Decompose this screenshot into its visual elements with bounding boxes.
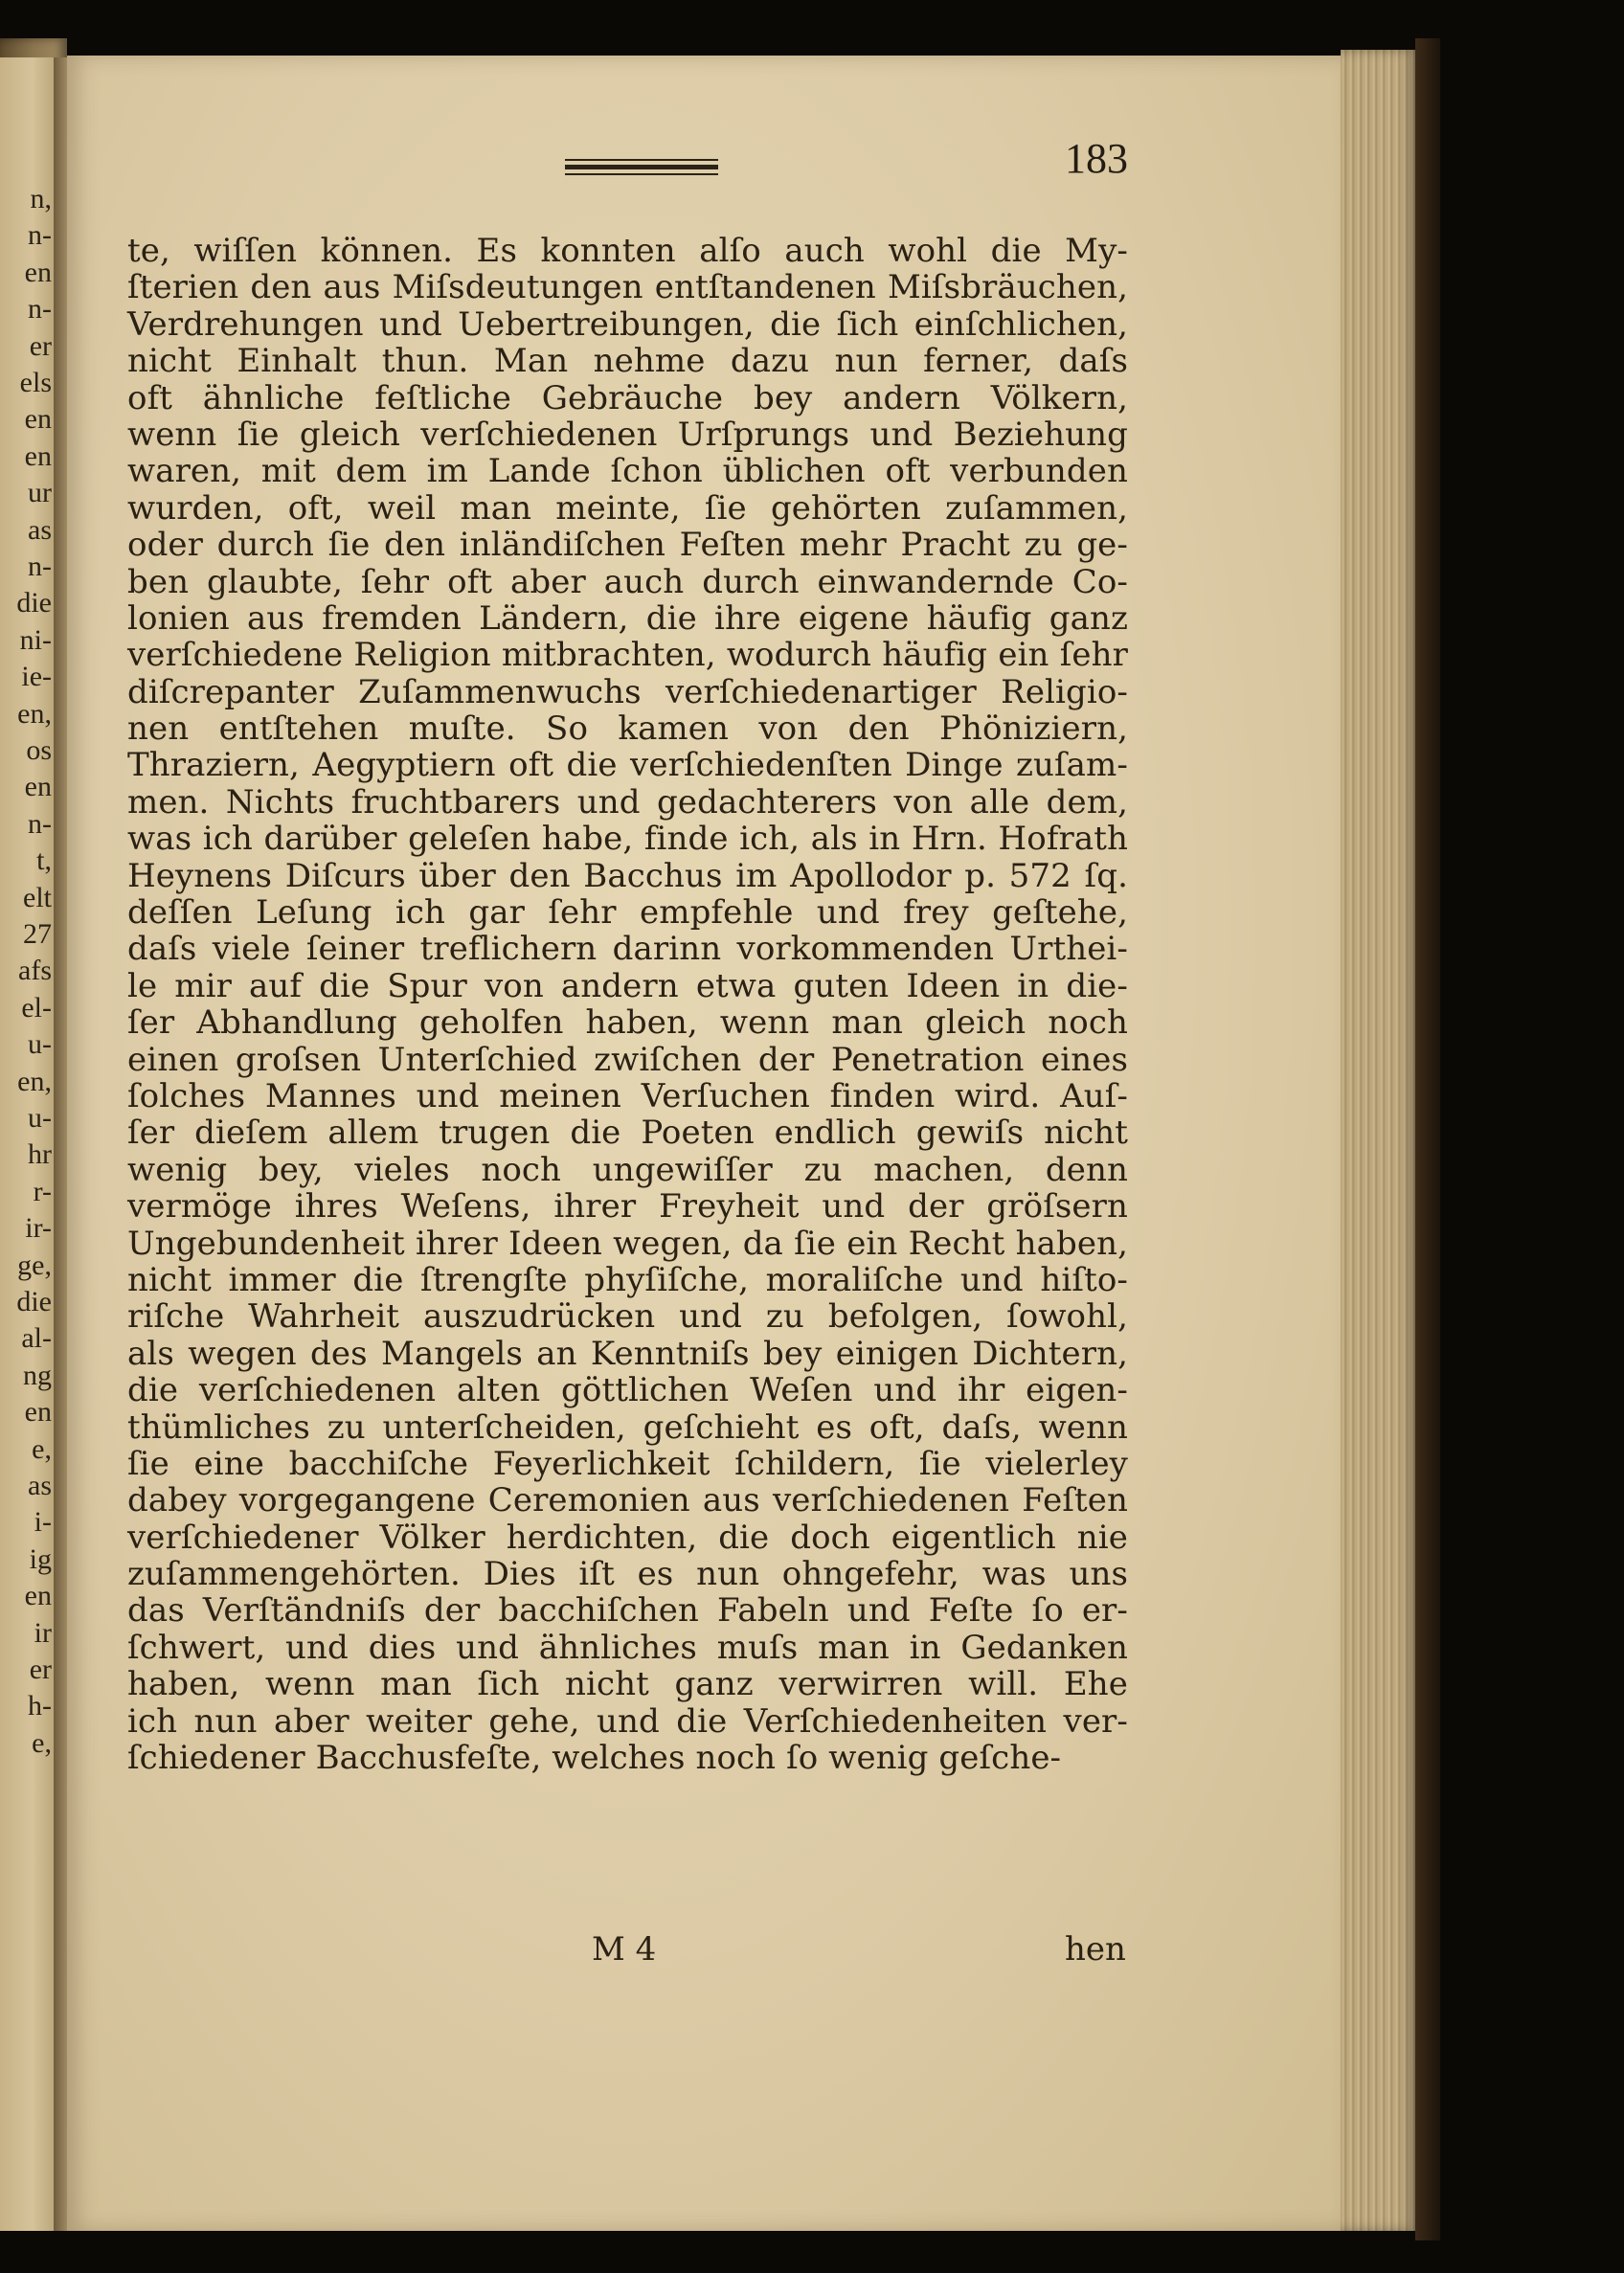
signature-mark: M 4 — [592, 1930, 657, 1969]
left-page-fragment: ge, — [17, 1249, 52, 1281]
left-page-fragment: 27 — [23, 918, 52, 950]
text-line: dabey vorgegangene Ceremonien aus verſchiedenen Feſten — [127, 1481, 1128, 1520]
text-line: thümliches zu unterſcheiden, geſchieht es oft, daſs, wenn — [127, 1407, 1128, 1447]
left-page-fragment: n- — [28, 551, 52, 582]
left-page-fragment: u- — [28, 1102, 52, 1134]
left-page-fragment: afs — [18, 955, 52, 987]
text-line: deſſen Leſung ich gar ſehr empfehle und frey geſtehe, — [127, 893, 1128, 933]
text-line: nen entſtehen muſte. So kamen von den Phöniziern, — [127, 709, 1128, 749]
left-page-fragment: ig — [29, 1542, 52, 1575]
text-line: diſcrepanter Zuſammenwuchs verſchiedenartiger Religio- — [127, 672, 1128, 711]
text-line: ſchiedener Bacchusfeſte, welches noch ſo wenig geſche- — [127, 1739, 1062, 1778]
left-page-fragment: en — [24, 1396, 52, 1429]
left-page-fragment: al- — [21, 1322, 52, 1355]
text-line: ben glaubte, ſehr oft aber auch durch einwandernde Co- — [127, 562, 1128, 601]
text-line: oft ähnliche feſtliche Gebräuche bey andern Völkern, — [127, 378, 1128, 417]
text-line: Verdrehungen und Uebertreibungen, die ſich einſchlichen, — [127, 304, 1128, 344]
text-line: wurden, oft, weil man meinte, ſie gehörten zuſammen, — [127, 488, 1128, 528]
text-line: men. Nichts fruchtbarers und gedachterers von alle dem, — [127, 782, 1128, 821]
text-line: ſer Abhandlung geholfen haben, wenn man gleich noch — [127, 1003, 1128, 1043]
left-page-fragment: ni- — [19, 623, 52, 656]
text-line: Heynens Diſcurs über den Bacchus im Apollodor p. 572 ſq. — [127, 856, 1128, 895]
left-page-fragment: n, — [30, 183, 52, 214]
text-line: verſchiedener Völker herdichten, die doch eigentlich nie — [127, 1518, 1128, 1557]
text-line: wenig bey, vieles noch ungewiſſer zu machen, denn — [127, 1150, 1128, 1189]
left-page-fragment: en — [24, 771, 52, 803]
left-page-fragment: en, — [17, 1065, 52, 1097]
left-page-fragment: en — [24, 403, 52, 436]
text-line: was ich darüber geleſen habe, finde ich, als in Hrn. Hofrath — [127, 820, 1128, 859]
text-line: zuſammengehörten. Dies iſt es nun ohngefehr, was uns — [127, 1555, 1128, 1594]
left-page-fragment: e, — [32, 1726, 52, 1759]
left-page-fragment: os — [26, 734, 52, 766]
left-page-fragment: i- — [34, 1506, 52, 1539]
left-page-fragment: e, — [32, 1432, 52, 1465]
text-line: als wegen des Mangels an Kenntniſs bey einigen Dichtern, — [127, 1334, 1128, 1373]
left-page-fragment: as — [28, 513, 52, 546]
header-rule — [565, 159, 718, 172]
left-page-fragment: as — [28, 1470, 52, 1501]
left-page-fragment: n- — [28, 293, 52, 326]
catchword: hen — [1065, 1930, 1126, 1969]
left-page-fragment: r- — [33, 1175, 52, 1207]
text-line: ſchwert, und dies und ähnliches muſs man in Gedanken — [127, 1628, 1128, 1667]
text-line: te, wiſſen können. Es konnten alſo auch wohl die My- — [127, 232, 1128, 270]
left-page-fragment: ir — [34, 1616, 52, 1649]
left-page-fragment: er — [29, 329, 52, 362]
text-line: die verſchiedenen alten göttlichen Weſen und ihr eigen- — [127, 1371, 1128, 1410]
left-page-fragment: ir- — [25, 1212, 52, 1245]
text-line: daſs viele ſeiner treflichern darinn vorkommenden Urthei- — [127, 930, 1128, 969]
left-page-fragment: die — [16, 1286, 52, 1317]
text-line: das Verſtändniſs der bacchiſchen Fabeln und Feſte ſo er- — [127, 1591, 1128, 1631]
text-line: einen groſsen Unterſchied zwiſchen der Penetration eines — [127, 1040, 1128, 1079]
text-line: haben, wenn man ſich nicht ganz verwirren will. Ehe — [127, 1665, 1128, 1704]
left-page-fragment: elt — [23, 881, 52, 913]
left-page-fragment: ng — [23, 1359, 52, 1391]
left-page-edge — [0, 57, 54, 2231]
left-page-fragment: en — [24, 439, 52, 472]
left-page-fragment: els — [19, 367, 52, 398]
text-line: ich nun aber weiter gehe, und die Verſchiedenheiten ver- — [127, 1701, 1128, 1741]
text-line: le mir auf die Spur von andern etwa guten Ideen in die- — [127, 966, 1128, 1005]
text-line: ſie eine bacchiſche Feyerlichkeit ſchildern, ſie vielerley — [127, 1444, 1128, 1483]
left-page-fragment: en — [24, 256, 52, 288]
text-line: ſterien den aus Miſsdeutungen entſtandenen Miſsbräuchen, — [127, 268, 1128, 307]
left-page-fragment: h- — [28, 1690, 52, 1722]
text-line: waren, mit dem im Lande ſchon üblichen oft verbunden — [127, 452, 1128, 491]
left-page-fragment: en, — [17, 697, 52, 730]
page-body-text — [127, 233, 1128, 1776]
text-line: Ungebundenheit ihrer Ideen wegen, da ſie ein Recht haben, — [127, 1224, 1128, 1263]
left-page-fragment: er — [29, 1654, 52, 1685]
text-line: verſchiedene Religion mitbrachten, wodurch häufig ein ſehr — [127, 636, 1128, 675]
text-line: nicht Einhalt thun. Man nehme dazu nun ferner, daſs — [127, 342, 1128, 381]
left-page-fragment: n- — [28, 219, 52, 252]
left-page-fragment: u- — [28, 1028, 52, 1061]
text-line: ſolches Mannes und meinen Verſuchen finden wird. Auſ- — [127, 1076, 1128, 1115]
left-page-fragment: t, — [36, 844, 52, 877]
left-page-fragment: hr — [28, 1138, 52, 1171]
left-page-fragment: die — [16, 587, 52, 619]
left-page-fragment: n- — [28, 807, 52, 840]
text-line: ſer dieſem allem trugen die Poeten endlich gewiſs nicht — [127, 1114, 1128, 1153]
text-line: wenn ſie gleich verſchiedenen Urſprungs und Beziehung — [127, 415, 1128, 454]
left-page-fragment: ur — [28, 477, 52, 509]
text-line: lonien aus fremden Ländern, die ihre eigene häufig ganz — [127, 598, 1128, 638]
text-line: nicht immer die ſtrengſte phyſiſche, moraliſche und hiſto- — [127, 1260, 1128, 1299]
text-line: riſche Wahrheit auszudrücken und zu befolgen, ſowohl, — [127, 1297, 1128, 1337]
page-number: 183 — [1065, 135, 1128, 182]
text-line: Thraziern, Aegyptiern oft die verſchiedenſten Dinge zuſam- — [127, 746, 1128, 785]
text-line: oder durch ſie den inländiſchen Feſten mehr Pracht zu ge- — [127, 526, 1128, 565]
page-gutter — [54, 57, 67, 2231]
left-page-fragment: en — [24, 1580, 52, 1612]
left-page-fragment: ie- — [21, 661, 52, 693]
right-page — [67, 56, 1341, 2231]
book-cover-edge — [1415, 38, 1440, 2240]
text-line: vermöge ihres Weſens, ihrer Freyheit und der gröſsern — [127, 1187, 1128, 1227]
left-page-fragment: el- — [21, 991, 52, 1024]
page-fore-edge — [1341, 50, 1417, 2231]
